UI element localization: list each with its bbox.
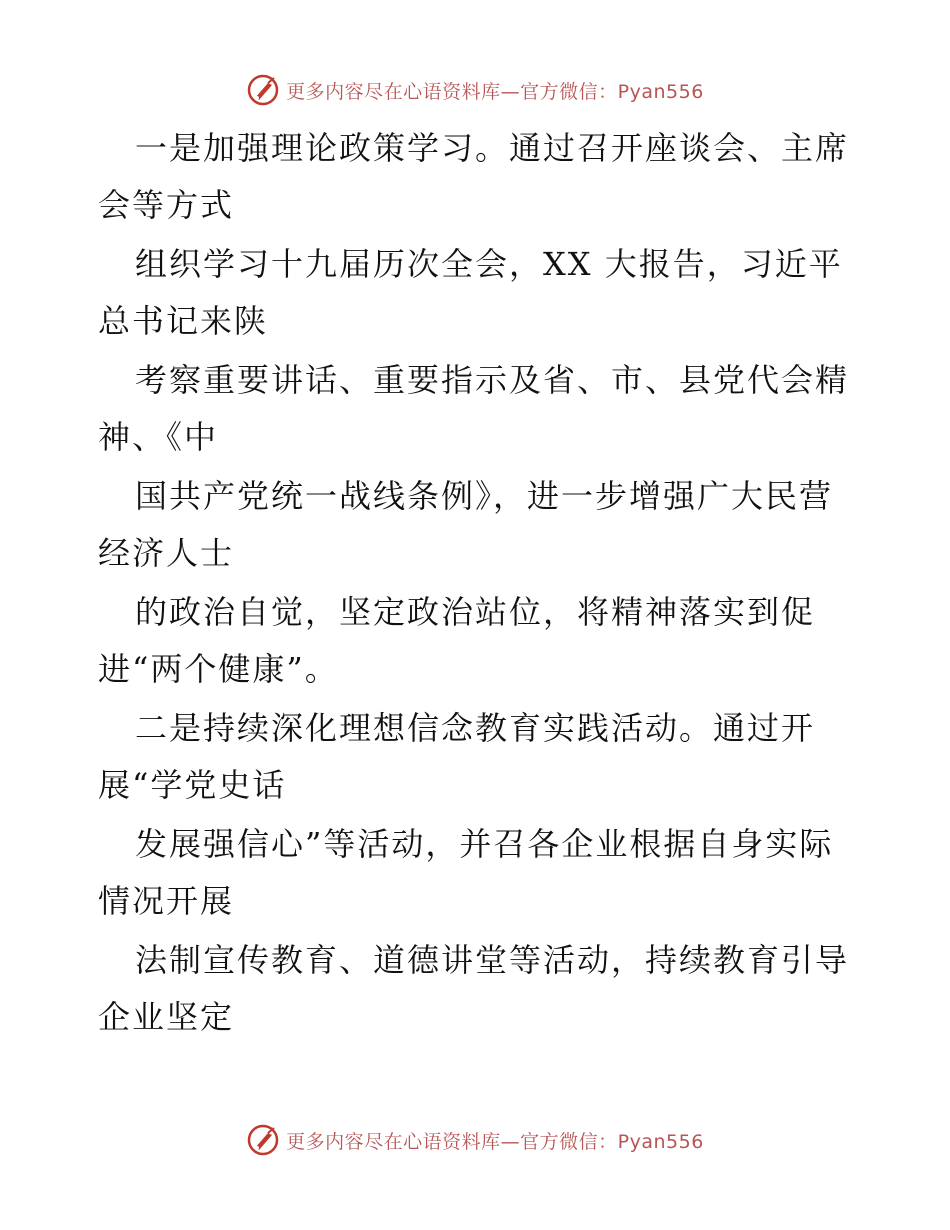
paragraph-line: 会等方式 xyxy=(98,186,235,224)
header-banner xyxy=(0,70,950,110)
paragraph-line: 的政治自觉，坚定政治站位，将精神落实到促 xyxy=(135,593,816,631)
quill-pen-logo-icon xyxy=(246,73,280,107)
paragraph-line: 法制宣传教育、道德讲堂等活动，持续教育引导 xyxy=(135,941,850,979)
paragraph-line: 进“两个健康”。 xyxy=(98,650,339,688)
paragraph-line: 发展强信心”等活动，并召各企业根据自身实际 xyxy=(135,825,834,863)
footer-banner xyxy=(0,1120,950,1160)
paragraph-line: 展“学党史话 xyxy=(98,766,287,804)
paragraph-line: 总书记来陕 xyxy=(98,302,269,340)
paragraph-line: 考察重要讲话、重要指示及省、市、县党代会精 xyxy=(135,361,850,399)
paragraph-line: 神、《中 xyxy=(98,418,219,456)
quill-pen-logo-icon xyxy=(246,1123,280,1157)
paragraph-line: 一是加强理论政策学习。通过召开座谈会、主席 xyxy=(135,129,850,167)
paragraph-line: 情况开展 xyxy=(98,882,235,920)
paragraph-line: 经济人士 xyxy=(98,534,235,572)
paragraph-line: 国共产党统一战线条例》，进一步增强广大民营 xyxy=(135,477,834,515)
paragraph-line: 二是持续深化理想信念教育实践活动。通过开 xyxy=(135,709,816,747)
header-banner-text: 更多内容尽在心语资料库—官方微信：Pyan556 xyxy=(286,80,704,103)
footer-banner-text: 更多内容尽在心语资料库—官方微信：Pyan556 xyxy=(286,1130,704,1153)
paragraph-line: 企业坚定 xyxy=(98,998,235,1036)
paragraph-line: 组织学习十九届历次全会，XX 大报告，习近平 xyxy=(135,245,843,283)
